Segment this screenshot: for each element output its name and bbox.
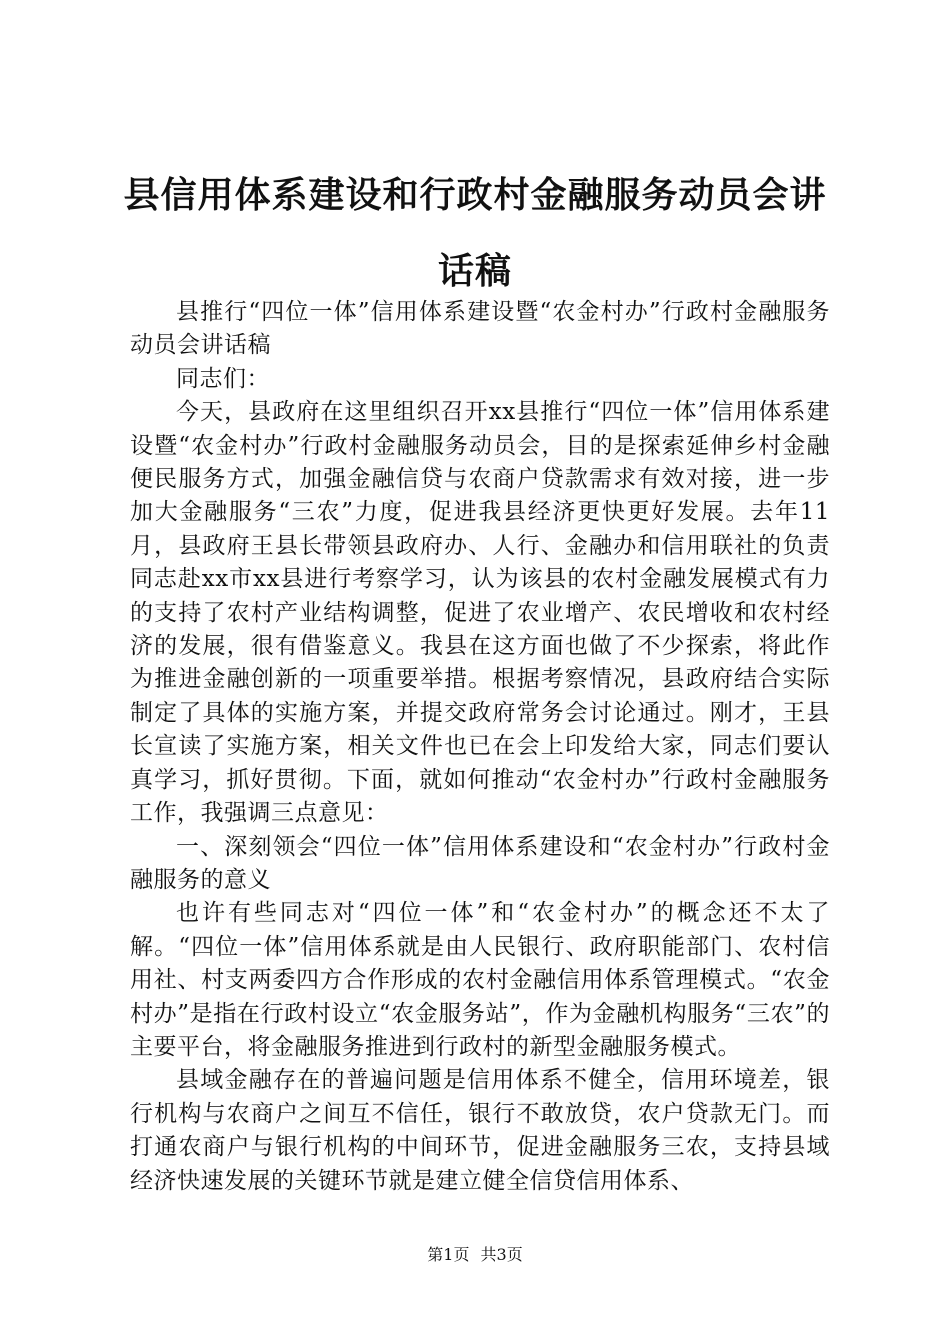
paragraph-salutation: 同志们： [176,365,270,392]
page-footer [0,1244,950,1266]
document-title: 县信用体系建设和行政村金融服务动员会讲话稿 [123,175,827,292]
page-total: 共3页 [480,1245,523,1264]
document-body [130,296,830,1198]
paragraph-problems: 县域金融存在的普遍问题是信用体系不健全，信用环境差，银行机构与农商户之间互不信任，银行不敢放贷，农户贷款无门。而打通农商户与银行机构的中间环节，促进金融服务三农，支持县域经济快速发展的关键环节就是建立健全信贷信用体系、 [130,1067,830,1194]
paragraph-concepts: 也许有些同志对“四位一体”和“农金村办”的概念还不太了解。“四位一体”信用体系就是由人民银行、政府职能部门、农村信用社、村支两委四方合作形成的农村金融信用体系管理模式。“农金村办”是指在行政村设立“农金服务站”，作为金融机构服务“三农”的主要平台，将金融服务推进到行政村的新型金融服务模式。 [130,900,830,1060]
paragraph-subtitle: 县推行“四位一体”信用体系建设暨“农金村办”行政村金融服务动员会讲话稿 [130,299,830,359]
paragraph-intro: 今天，县政府在这里组织召开xx县推行“四位一体”信用体系建设暨“农金村办”行政村金融服务动员会，目的是探索延伸乡村金融便民服务方式，加强金融信贷与农商户贷款需求有效对接，进一步加大金融服务“三农”力度，促进我县经济更快更好发展。去年11月，县政府王县长带领县政府办、人行、金融办和信用联社的负责同志赴xx市xx县进行考察学习，认为该县的农村金融发展模式有力的支持了农村产业结构调整，促进了农业增产、农民增收和农村经济的发展，很有借鉴意义。我县在这方面也做了不少探索，将此作为推进金融创新的一项重要举措。根据考察情况，县政府结合实际制定了具体的实施方案，并提交政府常务会讨论通过。刚才，王县长宣读了实施方案，相关文件也已在会上印发给大家，同志们要认真学习，抓好贯彻。下面，就如何推动“农金村办”行政村金融服务工作，我强调三点意见： [130,399,830,827]
page-number: 第1页 [427,1245,470,1264]
section-heading-1: 一、深刻领会“四位一体”信用体系建设和“农金村办”行政村金融服务的意义 [130,833,830,893]
